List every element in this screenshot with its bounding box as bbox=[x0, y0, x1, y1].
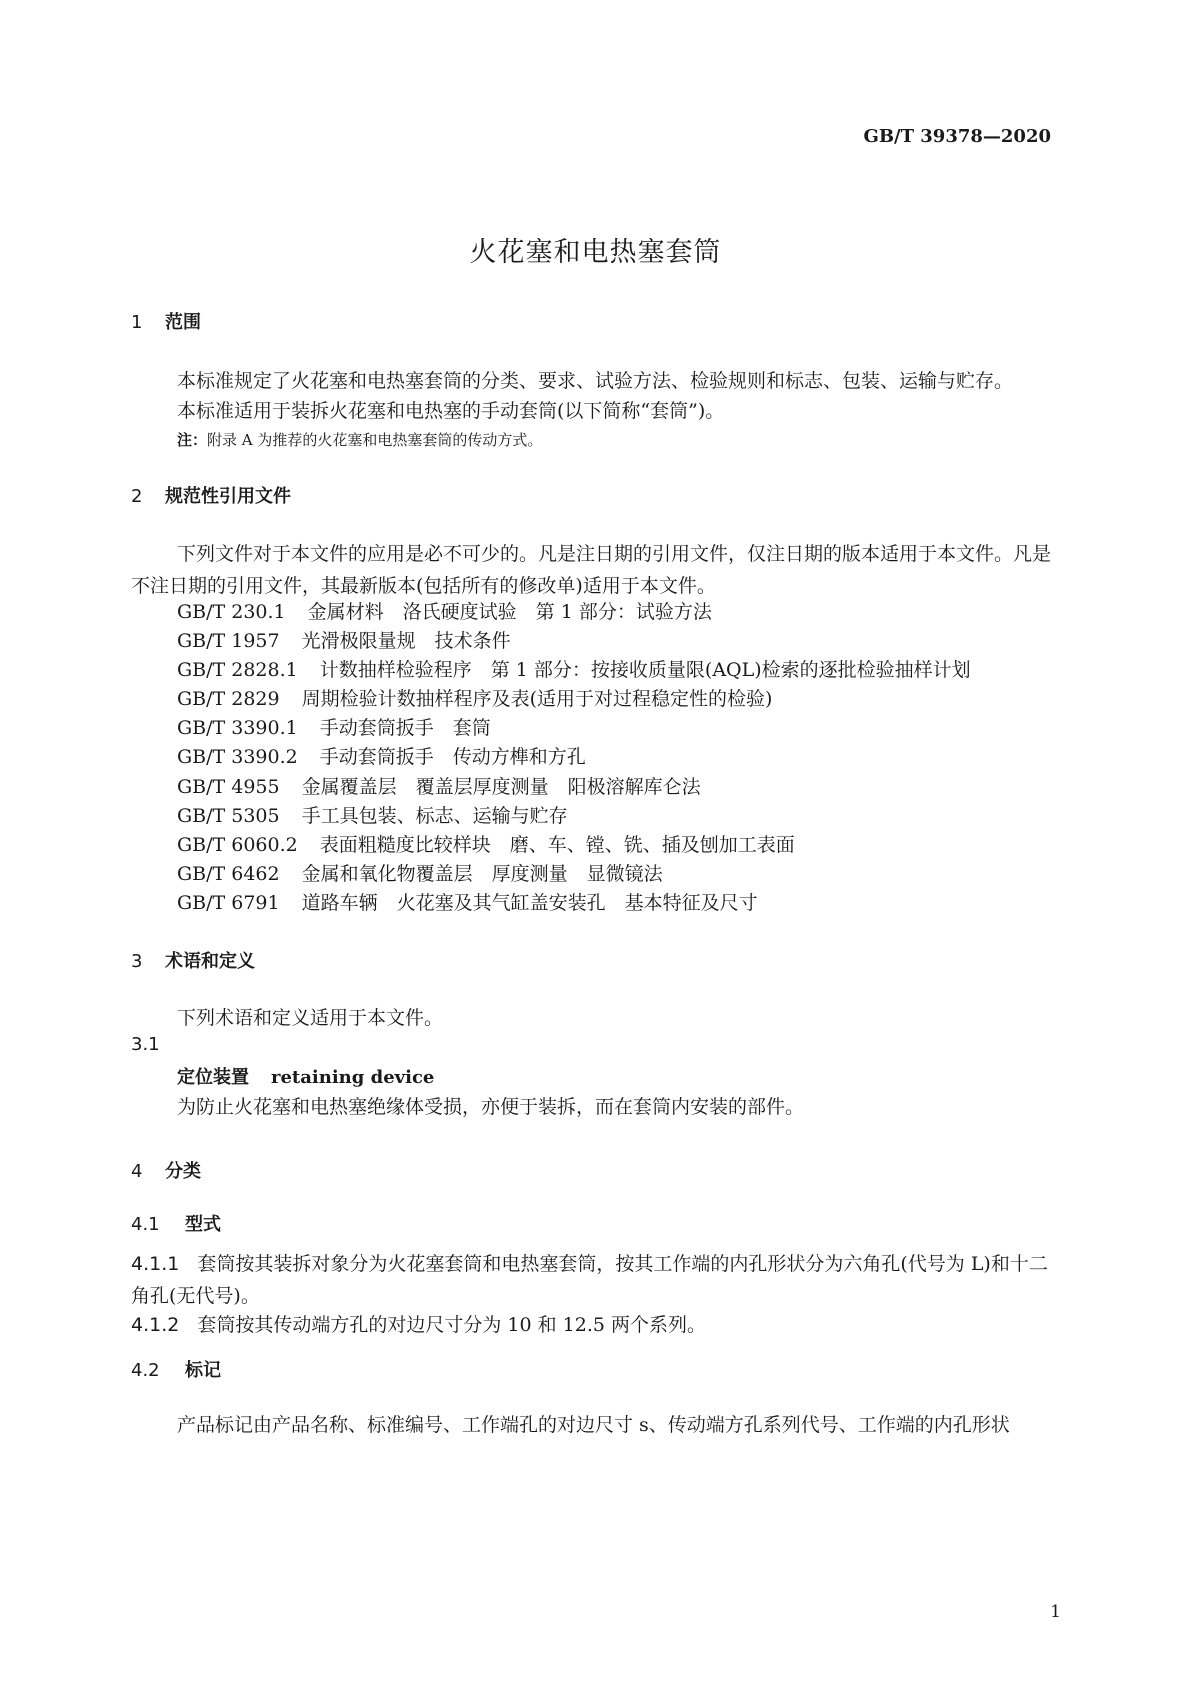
section-number: 3 bbox=[131, 951, 143, 972]
reference-item bbox=[177, 830, 795, 857]
section-heading-terms bbox=[131, 947, 255, 973]
reference-code: GB/T 230.1 bbox=[177, 601, 286, 623]
subsection-number: 4.2 bbox=[131, 1360, 160, 1381]
note-text: 附录 A 为推荐的火花塞和电热塞套筒的传动方式。 bbox=[207, 431, 543, 449]
reference-item bbox=[177, 626, 511, 653]
section-number: 1 bbox=[131, 312, 143, 333]
reference-title: 光滑极限量规 技术条件 bbox=[301, 630, 511, 652]
reference-item bbox=[177, 859, 663, 886]
reference-code: GB/T 1957 bbox=[177, 630, 280, 652]
reference-title: 道路车辆 火花塞及其气缸盖安装孔 基本特征及尺寸 bbox=[301, 892, 758, 914]
reference-code: GB/T 4955 bbox=[177, 776, 280, 798]
section-heading-normative-references bbox=[131, 482, 291, 508]
reference-code: GB/T 2829 bbox=[177, 688, 280, 710]
section-number: 4 bbox=[131, 1161, 143, 1182]
reference-code: GB/T 6462 bbox=[177, 863, 280, 885]
reference-code: GB/T 5305 bbox=[177, 805, 280, 827]
reference-item bbox=[177, 597, 712, 624]
reference-title: 金属材料 洛氏硬度试验 第 1 部分：试验方法 bbox=[307, 601, 712, 623]
term-english: retaining device bbox=[271, 1067, 435, 1088]
standard-number: GB/T 39378—2020 bbox=[863, 126, 1051, 147]
reference-title: 周期检验计数抽样程序及表(适用于对过程稳定性的检验) bbox=[301, 688, 773, 710]
subsection-number: 4.1 bbox=[131, 1214, 160, 1235]
section-title: 规范性引用文件 bbox=[165, 486, 291, 507]
reference-item bbox=[177, 655, 971, 682]
reference-code: GB/T 6791 bbox=[177, 892, 280, 914]
term-number: 3.1 bbox=[131, 1034, 160, 1055]
reference-code: GB/T 3390.1 bbox=[177, 717, 298, 739]
section-heading-classification bbox=[131, 1157, 201, 1183]
clause-number: 4.1.2 bbox=[131, 1314, 180, 1336]
section-heading-scope bbox=[131, 308, 201, 334]
subsection-heading-marking bbox=[131, 1356, 221, 1382]
clause-number: 4.1.1 bbox=[131, 1253, 180, 1275]
marking-paragraph: 产品标记由产品名称、标准编号、工作端孔的对边尺寸 s、传动端方孔系列代号、工作端的内孔形状 bbox=[177, 1414, 1010, 1436]
section-title: 范围 bbox=[165, 312, 201, 333]
clause-text: 套筒按其装拆对象分为火花塞套筒和电热塞套筒，按其工作端的内孔形状分为六角孔(代号为 L)和十二角孔(无代号)。 bbox=[131, 1253, 1048, 1307]
term-chinese: 定位装置 bbox=[177, 1067, 249, 1088]
reference-title: 手动套筒扳手 套筒 bbox=[319, 717, 491, 739]
reference-title: 手工具包装、标志、运输与贮存 bbox=[301, 805, 568, 827]
section-title: 术语和定义 bbox=[165, 951, 255, 972]
clause-4-1-1 bbox=[131, 1248, 1061, 1312]
subsection-title: 标记 bbox=[185, 1360, 221, 1381]
terms-intro: 下列术语和定义适用于本文件。 bbox=[177, 1007, 444, 1029]
page-number: 1 bbox=[1050, 1602, 1061, 1622]
document-title: 火花塞和电热塞套筒 bbox=[469, 237, 722, 268]
section-number: 2 bbox=[131, 486, 143, 507]
reference-item bbox=[177, 684, 772, 711]
reference-title: 计数抽样检验程序 第 1 部分：按接收质量限(AQL)检索的逐批检验抽样计划 bbox=[319, 659, 971, 681]
reference-item bbox=[177, 801, 568, 828]
scope-paragraph-2: 本标准适用于装拆火花塞和电热塞的手动套筒(以下简称“套筒”)。 bbox=[177, 400, 725, 422]
subsection-heading-type bbox=[131, 1210, 221, 1236]
reference-item bbox=[177, 713, 491, 740]
clause-4-1-2 bbox=[131, 1310, 706, 1337]
reference-title: 手动套筒扳手 传动方榫和方孔 bbox=[319, 746, 586, 768]
reference-item bbox=[177, 772, 701, 799]
reference-item bbox=[177, 742, 586, 769]
normative-intro: 下列文件对于本文件的应用是必不可少的。凡是注日期的引用文件，仅注日期的版本适用于本文件。凡是不注日期的引用文件，其最新版本(包括所有的修改单)适用于本文件。 bbox=[131, 543, 1052, 597]
reference-title: 金属和氧化物覆盖层 厚度测量 显微镜法 bbox=[301, 863, 663, 885]
section-title: 分类 bbox=[165, 1161, 201, 1182]
reference-title: 金属覆盖层 覆盖层厚度测量 阳极溶解库仑法 bbox=[301, 776, 701, 798]
term-definition: 为防止火花塞和电热塞绝缘体受损，亦便于装拆，而在套筒内安装的部件。 bbox=[177, 1096, 805, 1118]
reference-title: 表面粗糙度比较样块 磨、车、镗、铣、插及刨加工表面 bbox=[319, 834, 795, 856]
reference-code: GB/T 3390.2 bbox=[177, 746, 298, 768]
scope-paragraph-1: 本标准规定了火花塞和电热塞套筒的分类、要求、试验方法、检验规则和标志、包装、运输与贮存。 bbox=[177, 370, 1014, 392]
term-entry bbox=[177, 1063, 434, 1089]
reference-item bbox=[177, 888, 758, 915]
reference-code: GB/T 2828.1 bbox=[177, 659, 298, 681]
scope-note bbox=[177, 429, 542, 450]
note-label: 注： bbox=[177, 431, 208, 449]
subsection-title: 型式 bbox=[185, 1214, 221, 1235]
clause-text: 套筒按其传动端方孔的对边尺寸分为 10 和 12.5 两个系列。 bbox=[197, 1314, 707, 1336]
reference-code: GB/T 6060.2 bbox=[177, 834, 298, 856]
